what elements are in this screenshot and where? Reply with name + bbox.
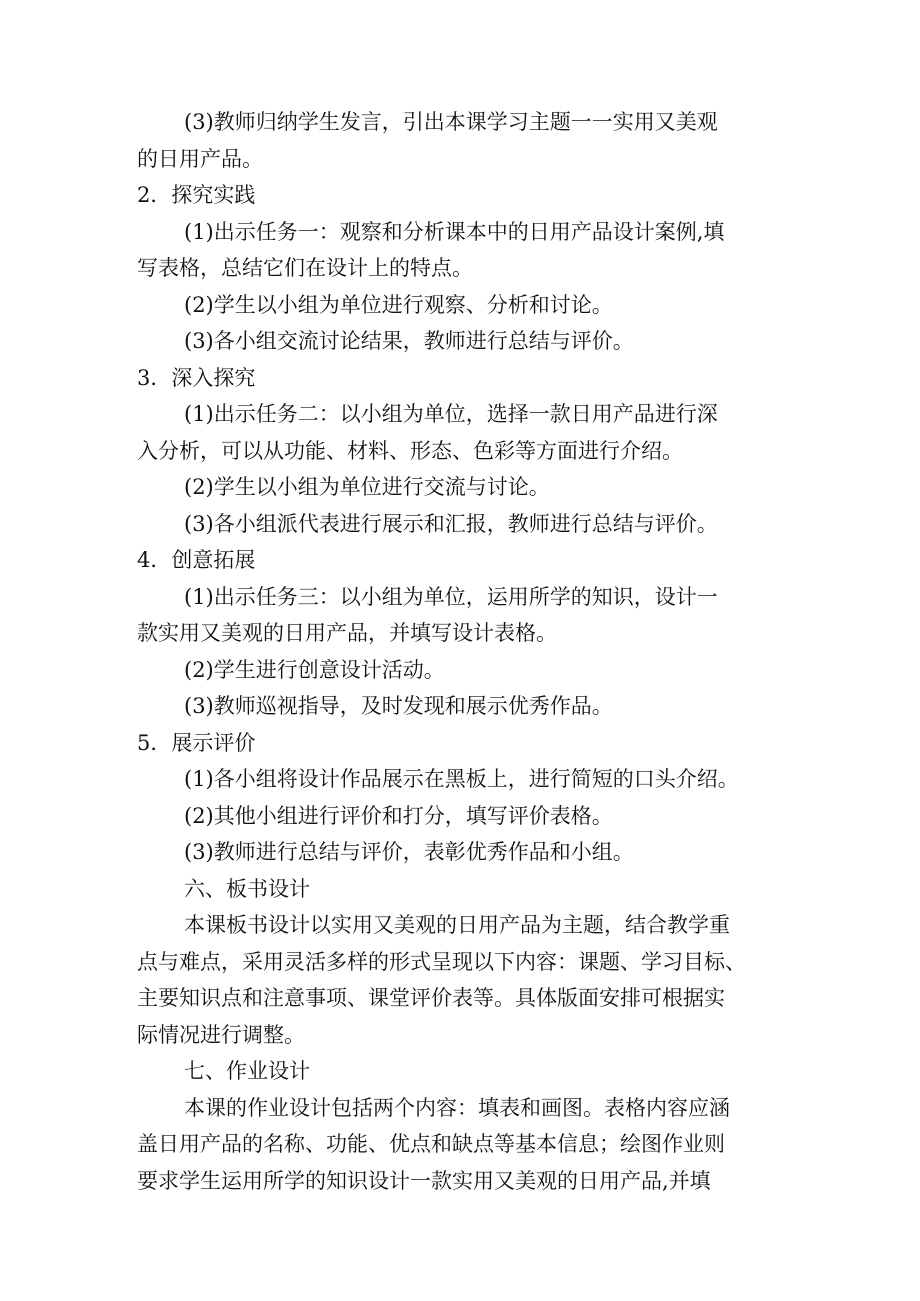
text-line: 本课的作业设计包括两个内容：填表和画图。表格内容应涵: [184, 1095, 730, 1120]
text-line: (1)出示任务一：观察和分析课本中的日用产品设计案例,填: [184, 219, 725, 244]
text-line: (2)学生以小组为单位进行观察、分析和讨论。: [184, 292, 613, 317]
text-line: 写表格，总结它们在设计上的特点。: [137, 256, 473, 280]
text-line: 主要知识点和注意事项、课堂评价表等。具体版面安排可根据实: [137, 986, 725, 1010]
text-line: (3)教师归纳学生发言，引出本课学习主题一一实用又美观: [184, 110, 718, 134]
text-line: (3)各小组派代表进行展示和汇报，教师进行总结与评价。: [184, 511, 718, 536]
text-line: 点与难点，采用灵活多样的形式呈现以下内容：课题、学习目标、: [137, 949, 746, 974]
section-heading: 5．展示评价: [137, 730, 256, 755]
text-line: 款实用又美观的日用产品，并填写设计表格。: [137, 621, 557, 645]
text-line: 盖日用产品的名称、功能、优点和缺点等基本信息；绘图作业则: [137, 1132, 725, 1156]
text-line: (2)学生以小组为单位进行交流与讨论。: [184, 475, 550, 499]
text-line: (3)各小组交流讨论结果，教师进行总结与评价。: [184, 329, 634, 353]
section-heading: 4．创意拓展: [137, 548, 256, 572]
text-line: (2)其他小组进行评价和打分，填写评价表格。: [184, 803, 613, 828]
text-line: (2)学生进行创意设计活动。: [184, 657, 445, 682]
text-line: (1)出示任务二：以小组为单位，选择一款日用产品进行深: [184, 402, 718, 426]
text-line: 要求学生运用所学的知识设计一款实用又美观的日用产品,并填: [137, 1168, 711, 1193]
text-line: (3)教师进行总结与评价，表彰优秀作品和小组。: [184, 840, 634, 864]
text-line: (1)各小组将设计作品展示在黑板上，进行简短的口头介绍。: [184, 767, 739, 791]
text-line: 的日用产品。: [137, 146, 263, 171]
text-line: 际情况进行调整。: [137, 1022, 305, 1047]
section-heading: 2．探究实践: [137, 183, 256, 207]
text-line: 本课板书设计以实用又美观的日用产品为主题，结合教学重: [184, 913, 730, 937]
text-line: 入分析，可以从功能、材料、形态、色彩等方面进行介绍。: [137, 438, 683, 463]
text-line: (1)出示任务三：以小组为单位，运用所学的知识，设计一: [184, 584, 718, 609]
text-line: (3)教师巡视指导，及时发现和展示优秀作品。: [184, 694, 613, 718]
section-heading: 七、作业设计: [184, 1059, 310, 1083]
section-heading: 3．深入探究: [137, 365, 256, 390]
section-heading: 六、板书设计: [184, 876, 310, 901]
document-body: [137, 104, 797, 1199]
